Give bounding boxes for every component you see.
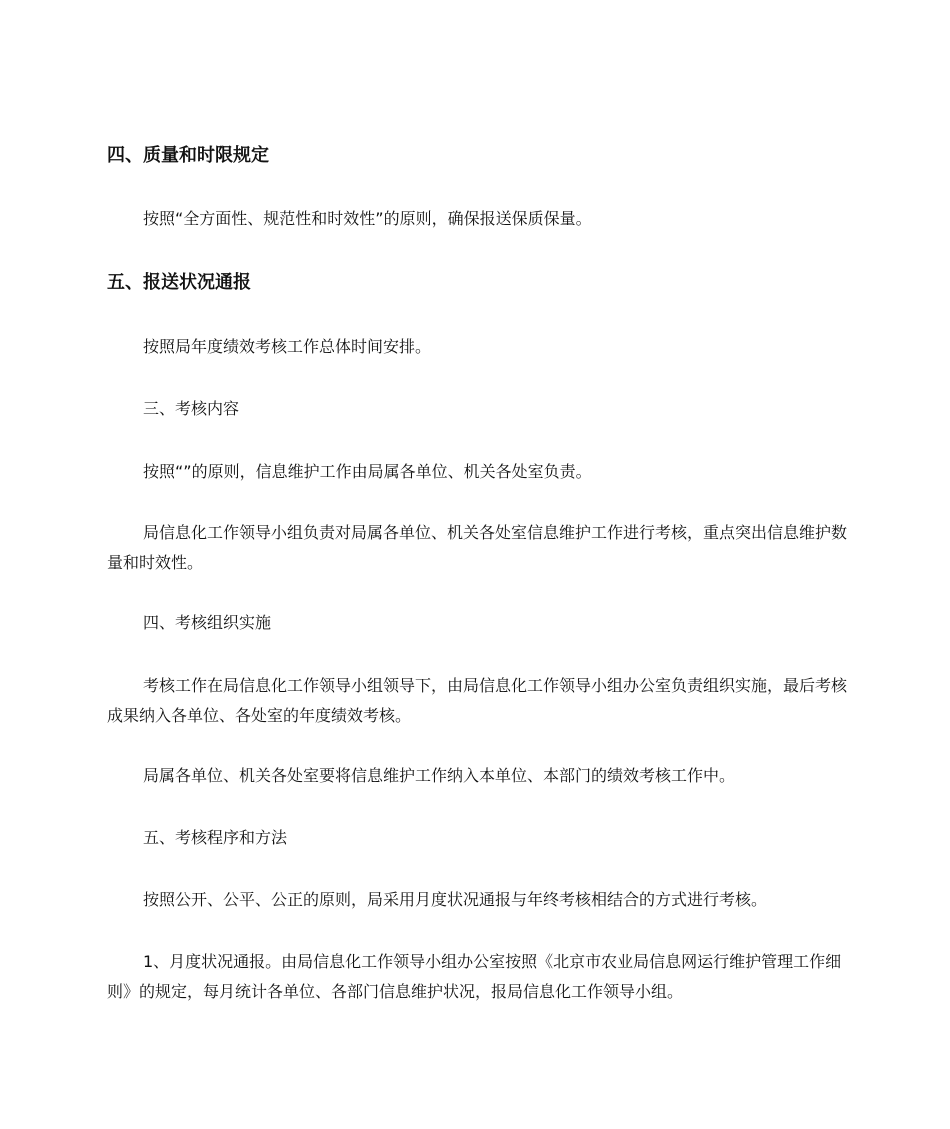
paragraph: 按照“全方面性、规范性和时效性”的原则，确保报送保质保量。 bbox=[143, 209, 592, 228]
paragraph-subheading: 三、考核内容 bbox=[143, 399, 240, 418]
section-heading-report-status: 五、报送状况通报 bbox=[107, 272, 251, 293]
paragraph: 局属各单位、机关各处室要将信息维护工作纳入本单位、本部门的绩效考核工作中。 bbox=[143, 766, 736, 785]
paragraph-subheading: 五、考核程序和方法 bbox=[143, 828, 288, 847]
paragraph: 考核工作在局信息化工作领导小组领导下，由局信息化工作领导小组办公室负责组织实施，最后考核成果纳入各单位、各处室的年度绩效考核。 bbox=[107, 676, 848, 725]
paragraph: 局信息化工作领导小组负责对局属各单位、机关各处室信息维护工作进行考核，重点突出信息维护数量和时效性。 bbox=[107, 523, 848, 572]
section-heading-quality-time-limit: 四、质量和时限规定 bbox=[107, 145, 269, 166]
paragraph: 按照公开、公平、公正的原则，局采用月度状况通报与年终考核相结合的方式进行考核。 bbox=[143, 890, 768, 909]
paragraph: 按照“”的原则，信息维护工作由局属各单位、机关各处室负责。 bbox=[143, 462, 592, 481]
paragraph-subheading: 四、考核组织实施 bbox=[143, 613, 272, 632]
paragraph: 1、月度状况通报。由局信息化工作领导小组办公室按照《北京市农业局信息网运行维护管理工作细则》的规定，每月统计各单位、各部门信息维护状况，报局信息化工作领导小组。 bbox=[107, 952, 842, 1001]
paragraph: 按照局年度绩效考核工作总体时间安排。 bbox=[143, 337, 432, 356]
